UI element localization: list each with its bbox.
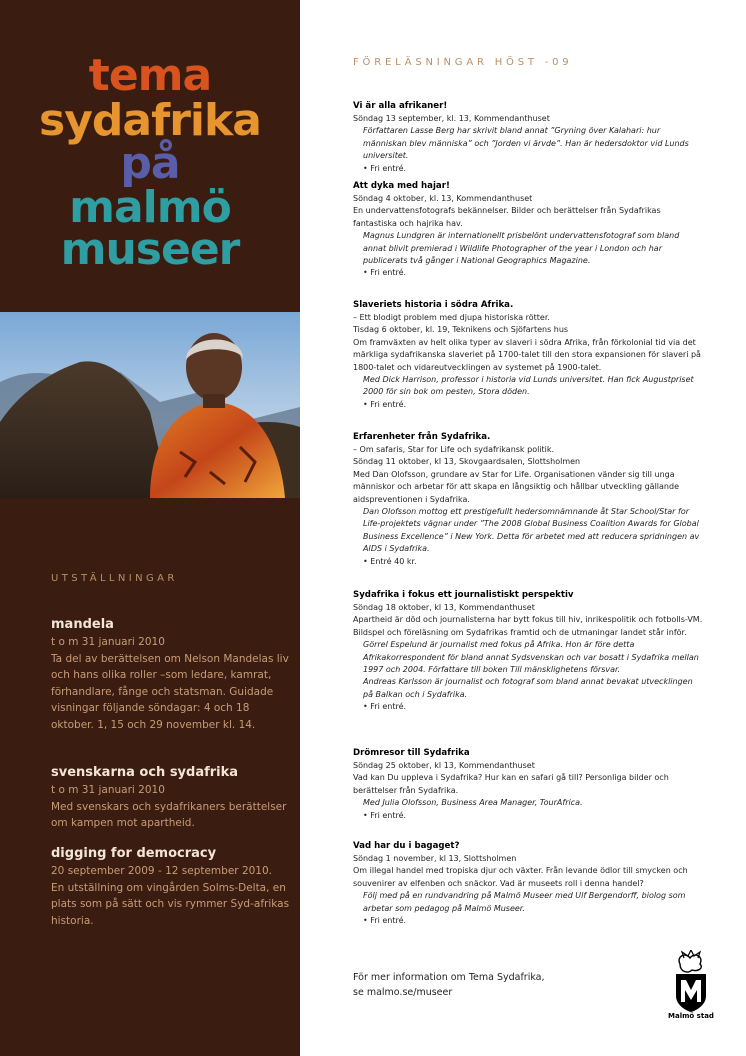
footer-line-1: För mer information om Tema Sydafrika, [353, 972, 545, 983]
lecture-line: Söndag 18 oktober, kl 13, Kommendanthuset [353, 603, 535, 612]
lecture-speaker-2: Andreas Karlsson är journalist och fotograf som bland annat bevakat utvecklingen på Balkan och i Sydafrika. [363, 677, 693, 699]
title-malmo: malmö [69, 182, 231, 233]
exhibition-name: digging for democracy [51, 846, 217, 861]
lecture-line: Om illegal handel med tropiska djur och växter. Från levande ödlor till smycken och souvenirer av elfenben och snäckor. Vad är museets roll i denna handel? [353, 866, 688, 888]
lecture-entry: • Fri entré. [363, 916, 407, 926]
lecture-line: – Ett blodigt problem med djupa historiska rötter. [353, 313, 550, 322]
lecture-line: Söndag 25 oktober, kl 13, Kommendanthuset [353, 761, 535, 770]
lecture-7 [353, 840, 703, 927]
lecture-line: Söndag 11 oktober, kl 13, Skovgaardsalen, Slottsholmen [353, 457, 581, 467]
lecture-4 [353, 431, 703, 568]
exhibition-desc: En utställning om vingården Solms-Delta, en plats som på sätt och vis rymmer Syd-afrikas historia. [51, 881, 290, 927]
exhibition-digging [51, 845, 291, 929]
exhibition-name: mandela [51, 617, 114, 632]
lecture-speaker: Dan Olofsson mottog ett prestigefullt hedersomnämnande åt Star School/Star for Life-projektets vägnar under ”The 2008 Global Business Coalition Awards for Global Business Excellence” i New York. Detta för arbetet med att reducera spridningen av AIDS i Sydafrika. [363, 507, 700, 554]
lecture-line: Med Dan Olofsson, grundare av Star for Life. Organisationen vänder sig till unga människor och arbetar för att skapa en långsiktig och hållbar utveckling gällande aidspreventionen i Sydafrika. [353, 469, 679, 504]
lecture-entry: • Entré 40 kr. [363, 556, 417, 566]
lecture-entry: • Fri entré. [363, 399, 407, 409]
title-tema: tema [88, 50, 212, 101]
title-pa: på [120, 138, 180, 189]
title-sydafrika: sydafrika [39, 95, 261, 146]
lecture-title: Att dyka med hajar! [353, 181, 450, 191]
exhibition-name: svenskarna och sydafrika [51, 765, 239, 780]
exhibition-svenskarna [51, 764, 291, 832]
footer-info [353, 970, 545, 1000]
lecture-title: Slaveriets historia i södra Afrika. [353, 300, 514, 310]
lecture-title: Drömresor till Sydafrika [353, 748, 470, 758]
lecture-entry: • Fri entré. [363, 268, 407, 278]
lecture-line: Tisdag 6 oktober, kl. 19, Teknikens och Sjöfartens hus [353, 325, 569, 335]
lecture-speaker: Författaren Lasse Berg har skrivit bland annat ”Gryning över Kalahari: hur människan blev människa” och ”Jorden vi ärvde”. Han är hedersdoktor vid Lunds universitet. [363, 126, 689, 161]
lecture-speaker: Görrel Espelund är journalist med fokus på Afrika. Hon är före detta Afrikakorrespondent för bland annat Sydsvenskan och var bosatt i Sydafrika mellan 1997 och 2004. Författare till boken Till mänsklighetens försvar. [363, 640, 699, 675]
lecture-title: Sydafrika i fokus ett journalistiskt perspektiv [353, 590, 574, 600]
lecture-line: Söndag 13 september, kl. 13, Kommendanthuset [353, 114, 550, 123]
mandela-photo-illustration [0, 312, 300, 498]
lecture-line: Apartheid är död och journalisterna har bytt fokus till hiv, inrikespolitik och fotbolls-VM. Bildspel och föreläsning om Sydafrikas framtid och de utmaningar landet står inför. [353, 615, 703, 637]
left-panel [0, 0, 300, 1056]
lecture-speaker: Med Julia Olofsson, Business Area Manager, TourAfrica. [363, 798, 583, 808]
lecture-speaker: Magnus Lundgren är internationellt prisbelönt undervattensfotograf som bland annat blivit premierad i Wildlife Photographer of the year i London och har publicerats två gånger i National Geographics Magazine. [363, 231, 680, 266]
exhibition-desc: Med svenskars och sydafrikaners berättelser om kampen mot apartheid. [51, 800, 287, 829]
lecture-line: En undervattensfotografs bekännelser. Bilder och berättelser från Sydafrikas fantastiska och hajrika hav. [353, 206, 661, 228]
lecture-5 [353, 589, 703, 714]
lecture-speaker: Med Dick Harrison, professor i historia vid Lunds universitet. Han fick Augustpriset 2000 för sin bok om pesten, Stora döden. [363, 375, 694, 397]
title-museer: museer [60, 224, 240, 275]
lecture-entry: • Fri entré. [363, 810, 407, 820]
lecture-3 [353, 299, 703, 411]
lecture-title: Vi är alla afrikaner! [353, 101, 448, 111]
lecture-entry: • Fri entré. [363, 163, 407, 173]
exhibition-mandela [51, 616, 291, 733]
lecture-line: – Om safaris, Star for Life och sydafrikansk politik. [353, 445, 555, 454]
logo-text: Malmö stad [668, 1012, 714, 1020]
lecture-line: Vad kan Du uppleva i Sydafrika? Hur kan en safari gå till? Personliga bilder och berättelser från Sydafrika. [353, 773, 669, 795]
lecture-line: Om framväxten av helt olika typer av slaveri i södra Afrika, från förkolonial tid via det märkliga sydafrikanska slaveriet på 1700-talet till den stora expansionen för slaveri på 1800-talet och vidareutvecklingen av systemet på 1900-talet. [353, 337, 701, 372]
exhibition-desc: Ta del av berättelsen om Nelson Mandelas liv och hans olika roller –som ledare, kamrat, förhandlare, fånge och statsman. Guidade visningar följande söndagar: 4 och 18 oktober. 1, 15 och 29 november kl. 14. [51, 652, 289, 731]
mandela-photo [0, 312, 300, 498]
lectures-heading: FÖRELÄSNINGAR HÖST -09 [353, 57, 573, 68]
lecture-1 [353, 100, 703, 175]
exhibitions-heading: UTSTÄLLNINGAR [51, 573, 178, 584]
griffin-coat-of-arms-icon [666, 950, 716, 1012]
lecture-line: Söndag 1 november, kl 13, Slottsholmen [353, 854, 517, 863]
lecture-6 [353, 747, 703, 822]
lecture-line: Söndag 4 oktober, kl. 13, Kommendanthuset [353, 194, 533, 203]
footer-link[interactable]: se malmo.se/museer [353, 987, 453, 998]
exhibition-date: t o m 31 januari 2010 [51, 636, 165, 648]
exhibition-date: 20 september 2009 - 12 september 2010. [51, 865, 273, 877]
lecture-title: Vad har du i bagaget? [353, 841, 460, 851]
exhibition-date: t o m 31 januari 2010 [51, 784, 165, 796]
lecture-speaker: Följ med på en rundvandring på Malmö Museer med Ulf Bergendorff, biolog som arbetar som pedagog på Malmö Museer. [363, 891, 686, 913]
lecture-entry: • Fri entré. [363, 702, 407, 712]
lecture-title: Erfarenheter från Sydafrika. [353, 432, 491, 442]
lecture-2 [353, 180, 703, 280]
